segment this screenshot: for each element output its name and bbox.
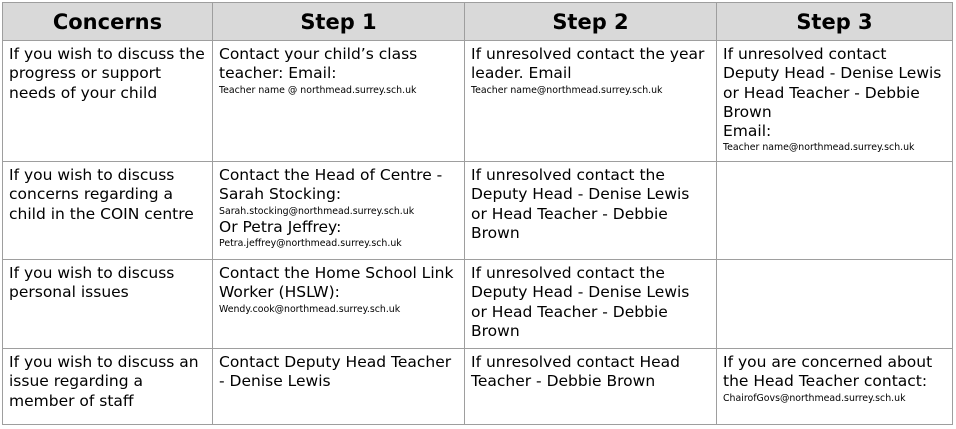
step3-cell [717, 162, 953, 260]
email-address: Sarah.stocking@northmead.surrey.sch.uk [219, 205, 415, 217]
email-address: Wendy.cook@northmead.surrey.sch.uk [219, 303, 401, 315]
concern-cell [3, 41, 213, 162]
header-concerns: Concerns [3, 3, 213, 41]
step1-cell [213, 260, 465, 349]
concern-text: If you wish to discuss personal issues [9, 264, 175, 302]
email-address: Petra.jeffrey@northmead.surrey.sch.uk [219, 237, 402, 249]
step-text: If unresolved contact the year leader. Email [471, 45, 705, 83]
concern-cell [3, 260, 213, 349]
step-text: Contact your child’s class teacher: Email: [219, 45, 418, 83]
step3-cell [717, 349, 953, 425]
step-text: If unresolved contact the Deputy Head - Denise Lewis or Head Teacher - Debbie Brown [471, 264, 690, 340]
header-row [3, 3, 953, 41]
step-text: Contact the Head of Centre - Sarah Stocking: [219, 166, 443, 204]
step-text: If unresolved contact the Deputy Head - Denise Lewis or Head Teacher - Debbie Brown [471, 166, 690, 242]
header-step-2: Step 2 [465, 3, 717, 41]
email-address: ChairofGovs@northmead.surrey.sch.uk [723, 392, 906, 404]
email-label: Email: [723, 122, 772, 141]
header-step-1: Step 1 [213, 3, 465, 41]
step2-cell [465, 260, 717, 349]
step2-cell [465, 162, 717, 260]
header-step-3: Step 3 [717, 3, 953, 41]
step3-cell [717, 260, 953, 349]
table-row [3, 349, 953, 425]
table-row [3, 162, 953, 260]
step-text: If unresolved contact Head Teacher - Debbie Brown [471, 353, 680, 391]
table-row [3, 260, 953, 349]
step1-cell [213, 162, 465, 260]
concern-cell [3, 162, 213, 260]
step-text: Contact the Home School Link Worker (HSLW): [219, 264, 454, 302]
alt-contact: Or Petra Jeffrey: [219, 217, 342, 236]
concern-cell [3, 349, 213, 425]
concern-text: If you wish to discuss the progress or support needs of your child [9, 45, 205, 102]
concern-text: If you wish to discuss an issue regarding a member of staff [9, 353, 199, 410]
concern-text: If you wish to discuss concerns regarding a child in the COIN centre [9, 166, 194, 223]
email-address: Teacher name@northmead.surrey.sch.uk [723, 142, 915, 154]
table-row [3, 41, 953, 162]
step-text: If unresolved contact Deputy Head - Denise Lewis or Head Teacher - Debbie Brown [723, 45, 942, 121]
step1-cell [213, 349, 465, 425]
step2-cell [465, 349, 717, 425]
email-address: Teacher name @ northmead.surrey.sch.uk [219, 84, 417, 96]
step3-cell [717, 41, 953, 162]
step1-cell [213, 41, 465, 162]
escalation-table [2, 2, 953, 425]
step-text: Contact Deputy Head Teacher - Denise Lewis [219, 353, 452, 391]
email-address: Teacher name@northmead.surrey.sch.uk [471, 84, 663, 96]
step-text: If you are concerned about the Head Teacher contact: [723, 353, 933, 391]
step2-cell [465, 41, 717, 162]
